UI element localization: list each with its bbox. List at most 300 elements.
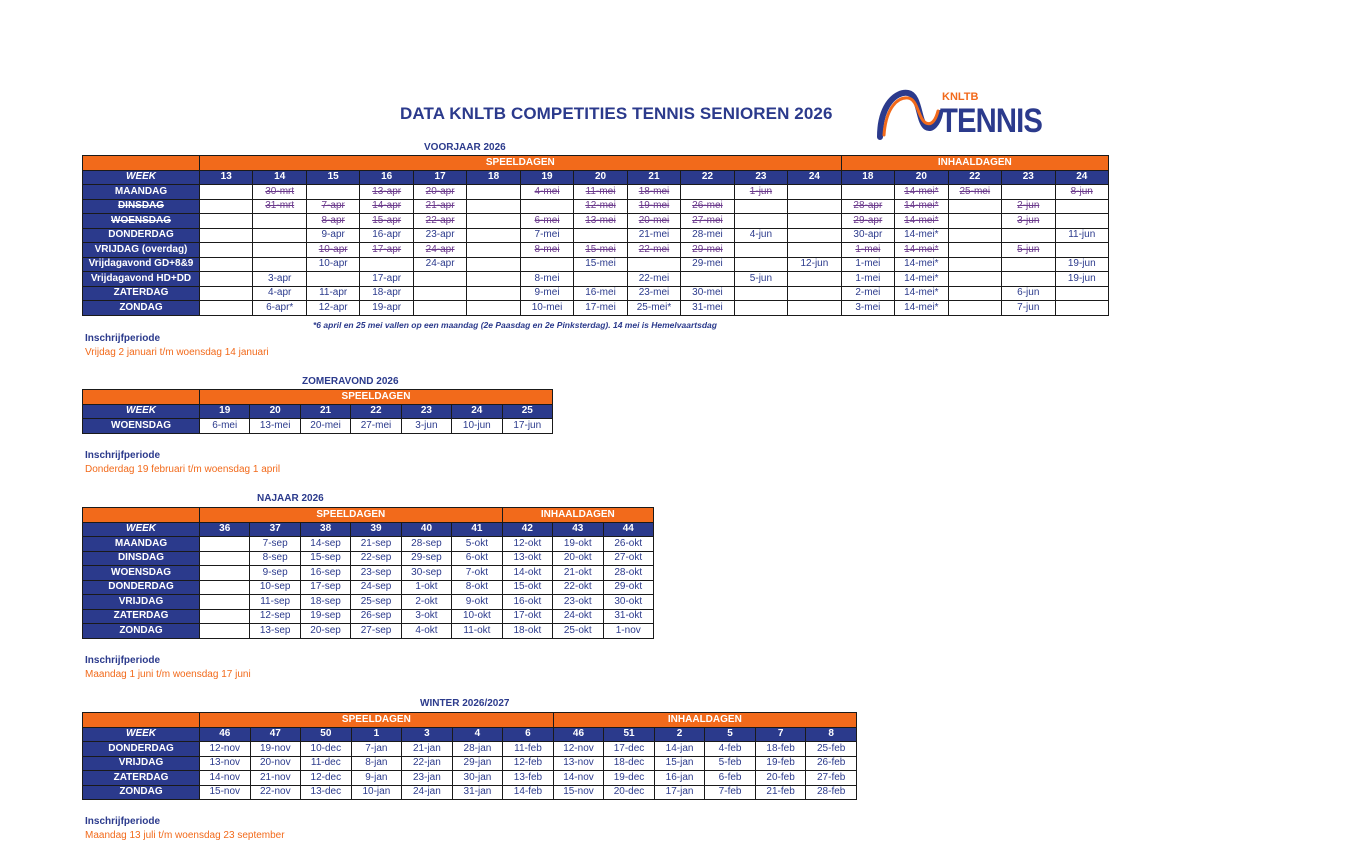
date-cell: 20-okt xyxy=(553,551,603,566)
date-cell: 7-okt xyxy=(452,566,502,581)
week-number: 36 xyxy=(200,522,250,537)
speeldagen-header: SPEELDAGEN xyxy=(200,508,503,523)
date-cell: 25-feb xyxy=(806,742,857,757)
date-cell: 30-apr xyxy=(841,228,894,243)
date-cell: 14-mei* xyxy=(895,185,948,200)
zomeravond-ins-label: Inschrijfperiode xyxy=(85,450,161,461)
date-cell: 27-okt xyxy=(603,551,654,566)
week-number: 20 xyxy=(895,170,948,185)
date-cell: 13-nov xyxy=(553,756,604,771)
date-cell: 23-okt xyxy=(553,595,603,610)
date-cell xyxy=(200,551,250,566)
date-cell xyxy=(253,243,306,258)
date-cell: 15-nov xyxy=(553,785,604,800)
week-number: 39 xyxy=(351,522,401,537)
date-cell: 24-apr xyxy=(413,243,466,258)
week-number: 51 xyxy=(604,727,655,742)
date-cell xyxy=(1055,243,1109,258)
date-cell: 16-okt xyxy=(502,595,552,610)
date-cell: 22-sep xyxy=(351,551,401,566)
date-cell xyxy=(1055,286,1109,301)
date-cell: 13-dec xyxy=(301,785,352,800)
date-cell: 17-dec xyxy=(604,742,655,757)
date-cell: 13-mei xyxy=(250,419,300,434)
date-cell: 1-nov xyxy=(603,624,654,639)
date-cell: 10-apr xyxy=(306,243,359,258)
day-label: DINSDAG xyxy=(83,199,200,214)
week-number: 24 xyxy=(788,170,841,185)
date-cell: 13-mei xyxy=(574,214,627,229)
date-cell xyxy=(200,537,250,552)
date-cell xyxy=(467,185,520,200)
day-label: DONDERDAG xyxy=(83,228,200,243)
date-cell: 11-apr xyxy=(306,286,359,301)
week-number: 1 xyxy=(351,727,402,742)
date-cell: 12-sep xyxy=(250,609,300,624)
date-cell: 13-sep xyxy=(250,624,300,639)
date-cell: 18-apr xyxy=(360,286,413,301)
date-cell xyxy=(948,257,1001,272)
date-cell: 14-mei* xyxy=(895,228,948,243)
date-cell xyxy=(788,214,841,229)
date-cell: 31-jan xyxy=(452,785,503,800)
winter-ins-text: Maandag 13 juli t/m woensdag 23 september xyxy=(85,830,285,841)
table-row xyxy=(83,580,654,595)
table-row xyxy=(83,785,857,800)
table-row xyxy=(83,199,1109,214)
date-cell: 4-okt xyxy=(401,624,451,639)
date-cell: 14-mei* xyxy=(895,301,948,316)
date-cell xyxy=(948,286,1001,301)
date-cell: 4-jun xyxy=(734,228,787,243)
date-cell: 15-nov xyxy=(200,785,251,800)
date-cell xyxy=(200,185,253,200)
date-cell: 13-nov xyxy=(200,756,251,771)
date-cell: 27-sep xyxy=(351,624,401,639)
speeldagen-header: SPEELDAGEN xyxy=(200,156,842,171)
date-cell xyxy=(200,214,253,229)
date-cell xyxy=(1002,272,1055,287)
najaar-table xyxy=(82,507,654,639)
date-cell: 3-jun xyxy=(401,419,451,434)
week-number: 8 xyxy=(806,727,857,742)
week-number: 2 xyxy=(654,727,705,742)
date-cell: 24-sep xyxy=(351,580,401,595)
day-label: MAANDAG xyxy=(83,537,200,552)
day-label: VRIJDAG xyxy=(83,756,200,771)
date-cell: 27-mei xyxy=(351,419,401,434)
date-cell: 14-sep xyxy=(300,537,350,552)
date-cell: 16-apr xyxy=(360,228,413,243)
date-cell: 19-apr xyxy=(360,301,413,316)
date-cell: 28-feb xyxy=(806,785,857,800)
date-cell: 28-okt xyxy=(603,566,654,581)
date-cell: 16-jan xyxy=(654,771,705,786)
date-cell: 21-okt xyxy=(553,566,603,581)
date-cell: 21-jan xyxy=(402,742,453,757)
day-label: DINSDAG xyxy=(83,551,200,566)
week-number: 38 xyxy=(300,522,350,537)
table-row xyxy=(83,595,654,610)
date-cell: 10-jun xyxy=(452,419,502,434)
voorjaar-table xyxy=(82,155,1109,316)
date-cell: 29-okt xyxy=(603,580,654,595)
date-cell xyxy=(681,272,734,287)
date-cell: 14-nov xyxy=(200,771,251,786)
date-cell: 8-mei xyxy=(520,243,573,258)
date-cell: 4-mei xyxy=(520,185,573,200)
date-cell: 7-mei xyxy=(520,228,573,243)
date-cell: 8-okt xyxy=(452,580,502,595)
day-label: VRIJDAG xyxy=(83,595,200,610)
date-cell: 8-jan xyxy=(351,756,402,771)
header-blank xyxy=(83,156,200,171)
date-cell: 25-okt xyxy=(553,624,603,639)
date-cell: 1-okt xyxy=(401,580,451,595)
table-row xyxy=(83,609,654,624)
date-cell: 7-jun xyxy=(1002,301,1055,316)
date-cell: 21-feb xyxy=(755,785,806,800)
date-cell: 22-mei xyxy=(627,272,680,287)
date-cell: 26-mei xyxy=(681,199,734,214)
week-number: 22 xyxy=(948,170,1001,185)
zomeravond-table xyxy=(82,389,553,434)
date-cell: 12-apr xyxy=(306,301,359,316)
date-cell: 13-apr xyxy=(360,185,413,200)
date-cell: 28-sep xyxy=(401,537,451,552)
table-row xyxy=(83,301,1109,316)
date-cell: 6-mei xyxy=(200,419,250,434)
date-cell: 10-okt xyxy=(452,609,502,624)
date-cell: 16-mei xyxy=(574,286,627,301)
table-row xyxy=(83,537,654,552)
date-cell: 20-mei xyxy=(300,419,350,434)
date-cell: 2-jun xyxy=(1002,199,1055,214)
date-cell: 30-okt xyxy=(603,595,654,610)
date-cell: 8-mei xyxy=(520,272,573,287)
date-cell: 28-mei xyxy=(681,228,734,243)
winter-table xyxy=(82,712,857,800)
date-cell: 20-dec xyxy=(604,785,655,800)
header-blank xyxy=(83,713,200,728)
date-cell: 14-nov xyxy=(553,771,604,786)
day-label: VRIJDAG (overdag) xyxy=(83,243,200,258)
table-row xyxy=(83,551,654,566)
date-cell: 7-sep xyxy=(250,537,300,552)
week-number: 4 xyxy=(452,727,503,742)
date-cell: 5-jun xyxy=(734,272,787,287)
date-cell: 20-mei xyxy=(627,214,680,229)
date-cell: 10-dec xyxy=(301,742,352,757)
date-cell xyxy=(788,185,841,200)
date-cell xyxy=(734,257,787,272)
date-cell: 5-okt xyxy=(452,537,502,552)
date-cell: 2-okt xyxy=(401,595,451,610)
week-label: WEEK xyxy=(83,404,200,419)
date-cell xyxy=(200,243,253,258)
date-cell: 1-mei xyxy=(841,243,894,258)
date-cell: 12-okt xyxy=(502,537,552,552)
date-cell: 12-nov xyxy=(200,742,251,757)
najaar-title: NAJAAR 2026 xyxy=(257,493,324,504)
week-number: 42 xyxy=(502,522,552,537)
speeldagen-header: SPEELDAGEN xyxy=(200,713,554,728)
date-cell: 19-jun xyxy=(1055,257,1109,272)
date-cell: 24-apr xyxy=(413,257,466,272)
table-row xyxy=(83,214,1109,229)
date-cell: 17-apr xyxy=(360,243,413,258)
date-cell: 17-jun xyxy=(502,419,552,434)
logo-tennis-text: TENNIS xyxy=(940,102,1043,140)
date-cell: 19-nov xyxy=(250,742,301,757)
date-cell xyxy=(520,199,573,214)
date-cell: 10-sep xyxy=(250,580,300,595)
date-cell: 23-mei xyxy=(627,286,680,301)
week-number: 40 xyxy=(401,522,451,537)
day-label: ZONDAG xyxy=(83,301,200,316)
week-number: 37 xyxy=(250,522,300,537)
date-cell xyxy=(467,301,520,316)
date-cell xyxy=(520,257,573,272)
week-number: 5 xyxy=(705,727,756,742)
day-label: ZATERDAG xyxy=(83,609,200,624)
week-label: WEEK xyxy=(83,170,200,185)
voorjaar-ins-label: Inschrijfperiode xyxy=(85,333,161,344)
day-label: Vrijdagavond GD+8&9 xyxy=(83,257,200,272)
date-cell xyxy=(200,580,250,595)
date-cell xyxy=(1055,301,1109,316)
logo-swoosh-icon xyxy=(874,85,944,145)
date-cell: 12-dec xyxy=(301,771,352,786)
table-row xyxy=(83,185,1109,200)
week-number: 24 xyxy=(1055,170,1109,185)
date-cell: 12-feb xyxy=(503,756,554,771)
date-cell: 19-dec xyxy=(604,771,655,786)
date-cell: 10-mei xyxy=(520,301,573,316)
inhaaldagen-header: INHAALDAGEN xyxy=(502,508,653,523)
day-label: ZONDAG xyxy=(83,624,200,639)
week-number: 3 xyxy=(402,727,453,742)
week-number: 13 xyxy=(200,170,253,185)
date-cell: 9-sep xyxy=(250,566,300,581)
week-number: 43 xyxy=(553,522,603,537)
date-cell xyxy=(788,228,841,243)
date-cell: 30-jan xyxy=(452,771,503,786)
date-cell: 10-apr xyxy=(306,257,359,272)
week-number: 50 xyxy=(301,727,352,742)
date-cell xyxy=(734,301,787,316)
date-cell: 23-sep xyxy=(351,566,401,581)
date-cell: 27-mei xyxy=(681,214,734,229)
date-cell xyxy=(200,595,250,610)
date-cell: 30-mei xyxy=(681,286,734,301)
date-cell: 29-mei xyxy=(681,257,734,272)
week-number: 41 xyxy=(452,522,502,537)
date-cell: 17-apr xyxy=(360,272,413,287)
date-cell: 23-jan xyxy=(402,771,453,786)
date-cell: 14-mei* xyxy=(895,199,948,214)
date-cell: 20-nov xyxy=(250,756,301,771)
date-cell: 15-jan xyxy=(654,756,705,771)
date-cell: 4-apr xyxy=(253,286,306,301)
date-cell xyxy=(788,199,841,214)
date-cell xyxy=(467,228,520,243)
table-row xyxy=(83,243,1109,258)
date-cell: 1-jun xyxy=(734,185,787,200)
week-number: 25 xyxy=(502,404,552,419)
date-cell: 17-okt xyxy=(502,609,552,624)
table-row xyxy=(83,756,857,771)
date-cell xyxy=(788,286,841,301)
week-label: WEEK xyxy=(83,522,200,537)
week-number: 6 xyxy=(503,727,554,742)
date-cell: 21-apr xyxy=(413,199,466,214)
date-cell: 22-okt xyxy=(553,580,603,595)
date-cell: 25-mei* xyxy=(627,301,680,316)
date-cell: 5-jun xyxy=(1002,243,1055,258)
date-cell: 21-nov xyxy=(250,771,301,786)
date-cell: 11-mei xyxy=(574,185,627,200)
table-row xyxy=(83,624,654,639)
date-cell: 6-okt xyxy=(452,551,502,566)
logo-knltb-text: KNLTB xyxy=(942,91,979,103)
inhaaldagen-header: INHAALDAGEN xyxy=(553,713,856,728)
week-number: 16 xyxy=(360,170,413,185)
date-cell: 20-sep xyxy=(300,624,350,639)
date-cell xyxy=(200,286,253,301)
date-cell: 24-jan xyxy=(402,785,453,800)
date-cell: 9-okt xyxy=(452,595,502,610)
week-label: WEEK xyxy=(83,727,200,742)
date-cell: 14-mei* xyxy=(895,257,948,272)
date-cell xyxy=(788,272,841,287)
week-number: 7 xyxy=(755,727,806,742)
date-cell xyxy=(948,301,1001,316)
date-cell xyxy=(467,214,520,229)
date-cell: 11-dec xyxy=(301,756,352,771)
week-number: 15 xyxy=(306,170,359,185)
table-row xyxy=(83,771,857,786)
week-number: 19 xyxy=(200,404,250,419)
date-cell: 12-mei xyxy=(574,199,627,214)
date-cell: 11-feb xyxy=(503,742,554,757)
week-number: 23 xyxy=(734,170,787,185)
day-label: DONDERDAG xyxy=(83,742,200,757)
week-number: 14 xyxy=(253,170,306,185)
winter-ins-label: Inschrijfperiode xyxy=(85,816,161,827)
date-cell xyxy=(788,301,841,316)
date-cell: 31-mei xyxy=(681,301,734,316)
date-cell xyxy=(574,228,627,243)
date-cell: 30-sep xyxy=(401,566,451,581)
date-cell xyxy=(948,228,1001,243)
week-number: 46 xyxy=(553,727,604,742)
date-cell xyxy=(948,272,1001,287)
date-cell xyxy=(467,199,520,214)
day-label: WOENSDAG xyxy=(83,419,200,434)
date-cell: 14-apr xyxy=(360,199,413,214)
date-cell xyxy=(1002,185,1055,200)
date-cell xyxy=(200,609,250,624)
date-cell: 3-apr xyxy=(253,272,306,287)
date-cell xyxy=(1002,257,1055,272)
date-cell: 29-sep xyxy=(401,551,451,566)
najaar-ins-text: Maandag 1 juni t/m woensdag 17 juni xyxy=(85,669,251,680)
table-row xyxy=(83,272,1109,287)
date-cell: 3-jun xyxy=(1002,214,1055,229)
date-cell: 6-feb xyxy=(705,771,756,786)
date-cell: 23-apr xyxy=(413,228,466,243)
date-cell: 16-sep xyxy=(300,566,350,581)
week-number: 23 xyxy=(1002,170,1055,185)
table-row xyxy=(83,742,857,757)
date-cell: 22-apr xyxy=(413,214,466,229)
date-cell xyxy=(841,185,894,200)
date-cell: 5-feb xyxy=(705,756,756,771)
voorjaar-title: VOORJAAR 2026 xyxy=(424,142,506,153)
date-cell: 25-mei xyxy=(948,185,1001,200)
date-cell xyxy=(200,272,253,287)
date-cell: 28-jan xyxy=(452,742,503,757)
date-cell: 18-feb xyxy=(755,742,806,757)
date-cell: 18-okt xyxy=(502,624,552,639)
date-cell: 15-okt xyxy=(502,580,552,595)
date-cell: 19-feb xyxy=(755,756,806,771)
header-blank xyxy=(83,390,200,405)
najaar-ins-label: Inschrijfperiode xyxy=(85,655,161,666)
date-cell: 12-nov xyxy=(553,742,604,757)
date-cell: 6-apr* xyxy=(253,301,306,316)
date-cell: 26-okt xyxy=(603,537,654,552)
date-cell xyxy=(574,272,627,287)
date-cell: 1-mei xyxy=(841,272,894,287)
week-number: 22 xyxy=(681,170,734,185)
date-cell xyxy=(734,243,787,258)
date-cell: 8-apr xyxy=(306,214,359,229)
date-cell xyxy=(734,214,787,229)
date-cell xyxy=(627,257,680,272)
date-cell xyxy=(200,199,253,214)
date-cell: 12-jun xyxy=(788,257,841,272)
date-cell: 26-feb xyxy=(806,756,857,771)
week-number: 19 xyxy=(520,170,573,185)
date-cell: 11-jun xyxy=(1055,228,1109,243)
day-label: Vrijdagavond HD+DD xyxy=(83,272,200,287)
date-cell: 14-mei* xyxy=(895,286,948,301)
date-cell: 18-sep xyxy=(300,595,350,610)
date-cell: 10-jan xyxy=(351,785,402,800)
date-cell: 19-sep xyxy=(300,609,350,624)
date-cell: 9-mei xyxy=(520,286,573,301)
week-number: 46 xyxy=(200,727,251,742)
date-cell: 31-mrt xyxy=(253,199,306,214)
date-cell: 29-apr xyxy=(841,214,894,229)
table-row xyxy=(83,566,654,581)
date-cell: 15-mei xyxy=(574,243,627,258)
date-cell xyxy=(734,199,787,214)
date-cell xyxy=(200,624,250,639)
day-label: ZONDAG xyxy=(83,785,200,800)
date-cell xyxy=(948,243,1001,258)
date-cell: 9-apr xyxy=(306,228,359,243)
date-cell: 14-mei* xyxy=(895,272,948,287)
date-cell: 2-mei xyxy=(841,286,894,301)
date-cell xyxy=(200,301,253,316)
date-cell xyxy=(253,214,306,229)
week-number: 21 xyxy=(627,170,680,185)
date-cell: 21-sep xyxy=(351,537,401,552)
week-number: 20 xyxy=(250,404,300,419)
